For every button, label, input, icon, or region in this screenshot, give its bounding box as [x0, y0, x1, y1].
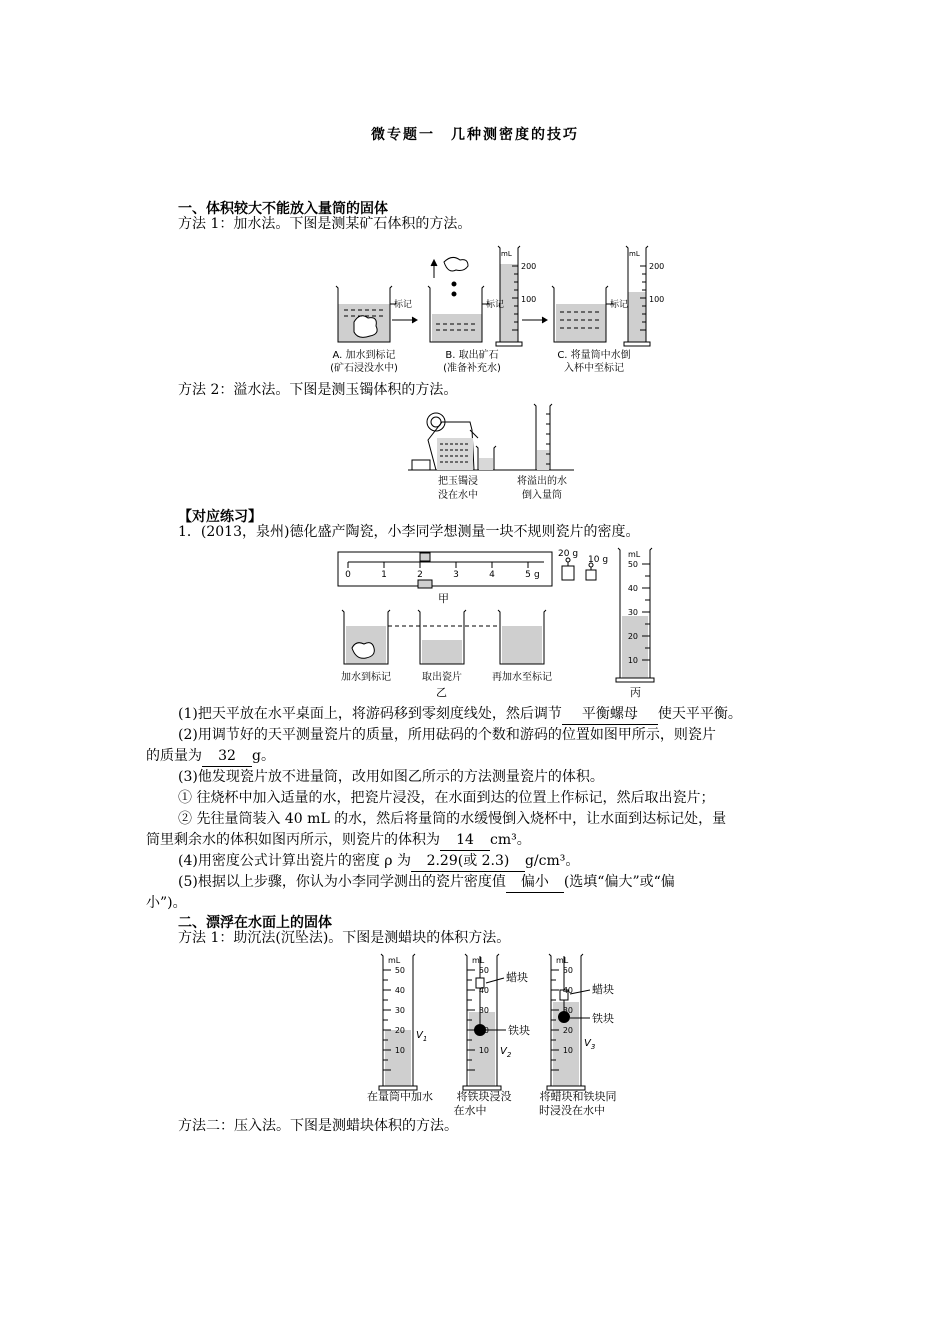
cyl3-tick-20: 20	[562, 1026, 573, 1035]
cylinder-full	[496, 246, 522, 346]
cylinder-unit-2: mL	[629, 250, 640, 258]
cyl1-tick-20: 20	[394, 1026, 405, 1035]
caption-both-line1: 将蜡块和铁块同	[539, 1090, 617, 1103]
wax-label-3: 蜡块	[592, 983, 614, 996]
cyl-tick-20: 20	[627, 632, 638, 641]
mark-label-a: 标记	[394, 300, 413, 310]
figure-density-measurement	[332, 544, 676, 704]
caption-b-line1: B. 取出矿石	[445, 350, 499, 361]
q1-1-text: (1)把天平放在水平桌面上，将游码移到零刻度线处，然后调节	[178, 706, 562, 722]
cyl-tick-30: 30	[627, 608, 638, 617]
section1-heading: 一、体积较大不能放入量筒的固体	[178, 201, 388, 217]
cyl3-tick-10: 10	[562, 1046, 573, 1055]
cyl1-tick-30: 30	[394, 1006, 405, 1015]
caption-both-line2: 时浸没在水中	[539, 1104, 605, 1117]
tick-200-2: 200	[649, 262, 665, 271]
q1-3-text: 筒里剩余水的体积如图丙所示，则瓷片的体积为	[146, 832, 440, 848]
cyl1-tick-40: 40	[394, 986, 405, 995]
caption-b-line2: (准备补充水)	[443, 363, 501, 374]
q1-5-answer: 偏小	[506, 872, 564, 893]
q1-3-text-end: cm³。	[490, 832, 531, 848]
q1-5-text-end: (选填“偏大”或“偏	[563, 874, 675, 890]
practice-heading: 【对应练习】	[178, 509, 262, 525]
weight-20g-label: 20 g	[558, 549, 579, 559]
q1-1-text-end: 使天平平衡。	[657, 706, 742, 722]
iron-label-3: 铁块	[592, 1012, 614, 1025]
cylinder-partial	[624, 246, 650, 346]
caption-add-water-cyl: 在量筒中加水	[367, 1090, 433, 1103]
caption-add-water: 加水到标记	[341, 672, 391, 683]
question-1-part3-step1: ① 往烧杯中加入适量的水，把瓷片浸没，在水面到达的位置上作标记，然后取出瓷片；	[178, 790, 715, 806]
ruler-tick-4: 4	[489, 570, 495, 580]
overflow-caption-left-line2: 没在水中	[438, 490, 478, 501]
v3-label: $V_3$	[584, 1038, 596, 1051]
overflow-caption-right-line2: 倒入量筒	[522, 490, 562, 501]
cyl2-unit: mL	[472, 956, 485, 965]
tick-100-2: 100	[649, 295, 665, 304]
cyl3-tick-50: 50	[562, 966, 573, 975]
caption-remove-shard: 取出瓷片	[422, 672, 462, 683]
mark-label-b: 标记	[486, 300, 505, 310]
caption-a-line1: A. 加水到标记	[332, 350, 396, 361]
beaker-remove-shard	[418, 610, 466, 664]
q1-3-answer: 14	[440, 830, 490, 851]
section1-method2: 方法 2：溢水法。下图是测玉镯体积的方法。	[178, 382, 458, 398]
question-1-part2-line2	[146, 746, 275, 767]
cyl2-tick-50: 50	[478, 966, 489, 975]
q1-2-text-end: g。	[252, 748, 275, 764]
cyl-tick-40: 40	[627, 584, 638, 593]
cyl1-unit: mL	[388, 956, 401, 965]
ruler-tick-0: 0	[345, 570, 351, 580]
q1-4-answer: 2.29(或 2.3)	[411, 851, 525, 872]
caption-c-line2: 入杯中至标记	[564, 363, 624, 374]
figure-sinker-method	[360, 950, 622, 1120]
overflow-caption-left-line1: 把玉镯浸	[438, 476, 478, 487]
cyl2-tick-30: 30	[478, 1006, 489, 1015]
mark-label-c: 标记	[610, 300, 629, 310]
question-1-part3-step2-line2	[146, 830, 531, 851]
ruler-unit: g	[534, 570, 540, 580]
beaker-b	[428, 257, 490, 342]
label-jia: 甲	[438, 592, 449, 605]
ruler-tick-1: 1	[381, 570, 387, 580]
weight-10g-label: 10 g	[588, 555, 609, 565]
cyl-tick-50: 50	[627, 560, 638, 569]
figure-add-water-method	[322, 236, 682, 378]
caption-iron-line1: 将铁块浸没	[456, 1090, 512, 1103]
q1-4-text-end: g/cm³。	[524, 853, 580, 869]
section1-method1: 方法 1：加水法。下图是测某矿石体积的方法。	[178, 216, 472, 232]
q1-4-text: (4)用密度公式计算出瓷片的密度 ρ 为	[178, 853, 411, 869]
q1-2-answer: 32	[202, 746, 252, 767]
label-yi: 乙	[436, 686, 447, 699]
cyl1-tick-10: 10	[394, 1046, 405, 1055]
section2-heading: 二、漂浮在水面上的固体	[178, 915, 332, 931]
caption-c-line1: C. 将量筒中水倒	[557, 350, 631, 361]
ruler-tick-2: 2	[417, 570, 423, 580]
q1-5-text: (5)根据以上步骤，你认为小李同学测出的瓷片密度值	[178, 874, 506, 890]
question-1-part4	[178, 851, 579, 872]
v1-label: $V_1$	[416, 1030, 428, 1043]
ruler-tick-5: 5	[525, 570, 531, 580]
cyl2-tick-40: 40	[478, 986, 489, 995]
question-1-part2-line1: (2)用调节好的天平测量瓷片的质量，所用砝码的个数和游码的位置如图甲所示，则瓷片	[178, 727, 716, 743]
question-1-part1	[178, 704, 742, 725]
section2-method1: 方法 1：助沉法(沉坠法)。下图是测蜡块的体积方法。	[178, 930, 511, 946]
question-1-intro: 1．(2013，泉州)德化盛产陶瓷，小李同学想测量一块不规则瓷片的密度。	[178, 524, 640, 540]
overflow-caption-right-line1: 将溢出的水	[517, 476, 567, 487]
cylinder-unit-ml: mL	[628, 550, 641, 559]
iron-label-2: 铁块	[508, 1024, 530, 1037]
cylinder-unit-1: mL	[501, 250, 512, 258]
label-bing: 丙	[630, 686, 641, 699]
beaker-add-water	[342, 610, 390, 664]
balance-ruler	[338, 552, 552, 586]
cyl2-tick-20: 20	[478, 1026, 489, 1035]
q1-1-answer: 平衡螺母	[562, 704, 658, 725]
wax-label-2: 蜡块	[506, 971, 528, 984]
question-1-part3: (3)他发现瓷片放不进量筒，改用如图乙所示的方法测量瓷片的体积。	[178, 769, 604, 785]
cyl-tick-10: 10	[627, 656, 638, 665]
caption-iron-line2: 在水中	[453, 1104, 487, 1117]
tick-200-1: 200	[521, 262, 537, 271]
cyl3-tick-40: 40	[562, 986, 573, 995]
caption-refill: 再加水至标记	[492, 672, 552, 683]
question-1-part5	[178, 872, 675, 893]
v2-label: $V_2$	[500, 1046, 512, 1059]
cyl3-tick-30: 30	[562, 1006, 573, 1015]
section2-method2: 方法二：压入法。下图是测蜡块体积的方法。	[178, 1118, 458, 1134]
ruler-tick-3: 3	[453, 570, 459, 580]
page-title: 微专题一 几种测密度的技巧	[371, 127, 579, 143]
beaker-a	[336, 286, 396, 342]
q1-2-text: 的质量为	[146, 748, 202, 764]
figure-overflow-method	[406, 400, 576, 504]
tick-100-1: 100	[521, 295, 537, 304]
cyl2-tick-10: 10	[478, 1046, 489, 1055]
beaker-refill	[498, 610, 546, 664]
question-1-part3-step2-line1: ② 先往量筒装入 40 mL 的水，然后将量筒的水缓慢倒入烧杯中，让水面到达标记处，量	[178, 811, 727, 827]
beaker-c	[552, 286, 614, 342]
cyl3-unit: mL	[556, 956, 569, 965]
caption-a-line2: (矿石浸没水中)	[330, 363, 398, 374]
cyl1-tick-50: 50	[394, 966, 405, 975]
question-1-part5-line2: 小”)。	[146, 895, 187, 911]
